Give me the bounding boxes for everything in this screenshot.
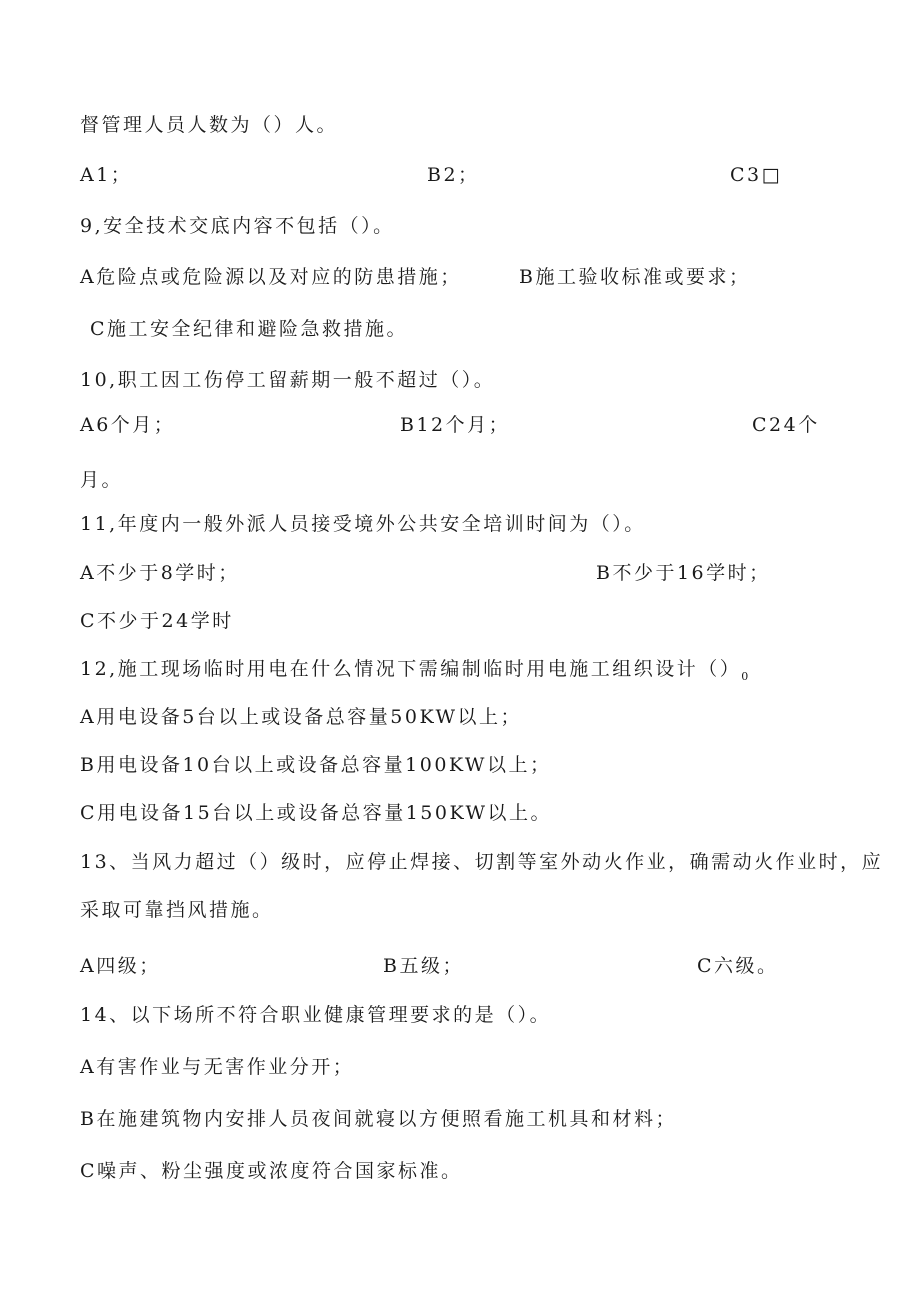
question-14: 14、以下场所不符合职业健康管理要求的是（）。 — [80, 1004, 552, 1026]
question-9: 9,安全技术交底内容不包括（）。 — [80, 215, 395, 237]
q9-option-c: C施工安全纪律和避险急救措施。 — [90, 318, 409, 340]
question-11: 11,年度内一般外派人员接受境外公共安全培训时间为（）。 — [80, 513, 646, 535]
question-13: 13、当风力超过（）级时，应停止焊接、切割等室外动火作业，确需动火作业时，应 — [80, 851, 884, 873]
question-12 — [80, 657, 748, 689]
q10-option-a: A6个月； — [80, 414, 176, 436]
q13-option-a: A四级； — [80, 955, 161, 977]
q9-option-b: B施工验收标准或要求； — [519, 266, 751, 288]
q11-option-a: A不少于8学时； — [80, 562, 240, 584]
q8-option-c: C3□ — [730, 164, 783, 186]
q8-option-a: A1； — [80, 164, 133, 186]
q12-option-c: C用电设备15台以上或设备总容量150KW以上。 — [80, 802, 553, 824]
question-12-subscript: 0 — [741, 670, 749, 683]
q13-option-c: C六级。 — [697, 955, 779, 977]
question-8-text-continued: 督管理人员人数为（）人。 — [80, 114, 339, 136]
question-12-text: 12,施工现场临时用电在什么情况下需编制临时用电施工组织设计（） — [80, 658, 742, 680]
question-10: 10,职工因工伤停工留薪期一般不超过（）。 — [80, 369, 496, 391]
q12-option-a: A用电设备5台以上或设备总容量50KW以上； — [80, 706, 523, 728]
q14-option-c: C噪声、粉尘强度或浓度符合国家标准。 — [80, 1160, 463, 1182]
q8-option-b: B2； — [427, 164, 480, 186]
q14-option-a: A有害作业与无害作业分开； — [80, 1056, 355, 1078]
q9-option-a: A危险点或危险源以及对应的防患措施； — [80, 266, 462, 288]
q10-option-b: B12个月； — [400, 414, 511, 436]
q11-option-b: B不少于16学时； — [596, 562, 771, 584]
q13-option-b: B五级； — [383, 955, 464, 977]
q12-option-b: B用电设备10台以上或设备总容量100KW以上； — [80, 754, 552, 776]
q14-option-b: B在施建筑物内安排人员夜间就寝以方便照看施工机具和材料； — [80, 1108, 677, 1130]
q11-option-c: C不少于24学时 — [80, 610, 234, 632]
q10-option-c-continued: 月。 — [80, 469, 124, 491]
question-13-continued: 采取可靠挡风措施。 — [80, 899, 274, 921]
q10-option-c: C24个 — [752, 414, 820, 436]
